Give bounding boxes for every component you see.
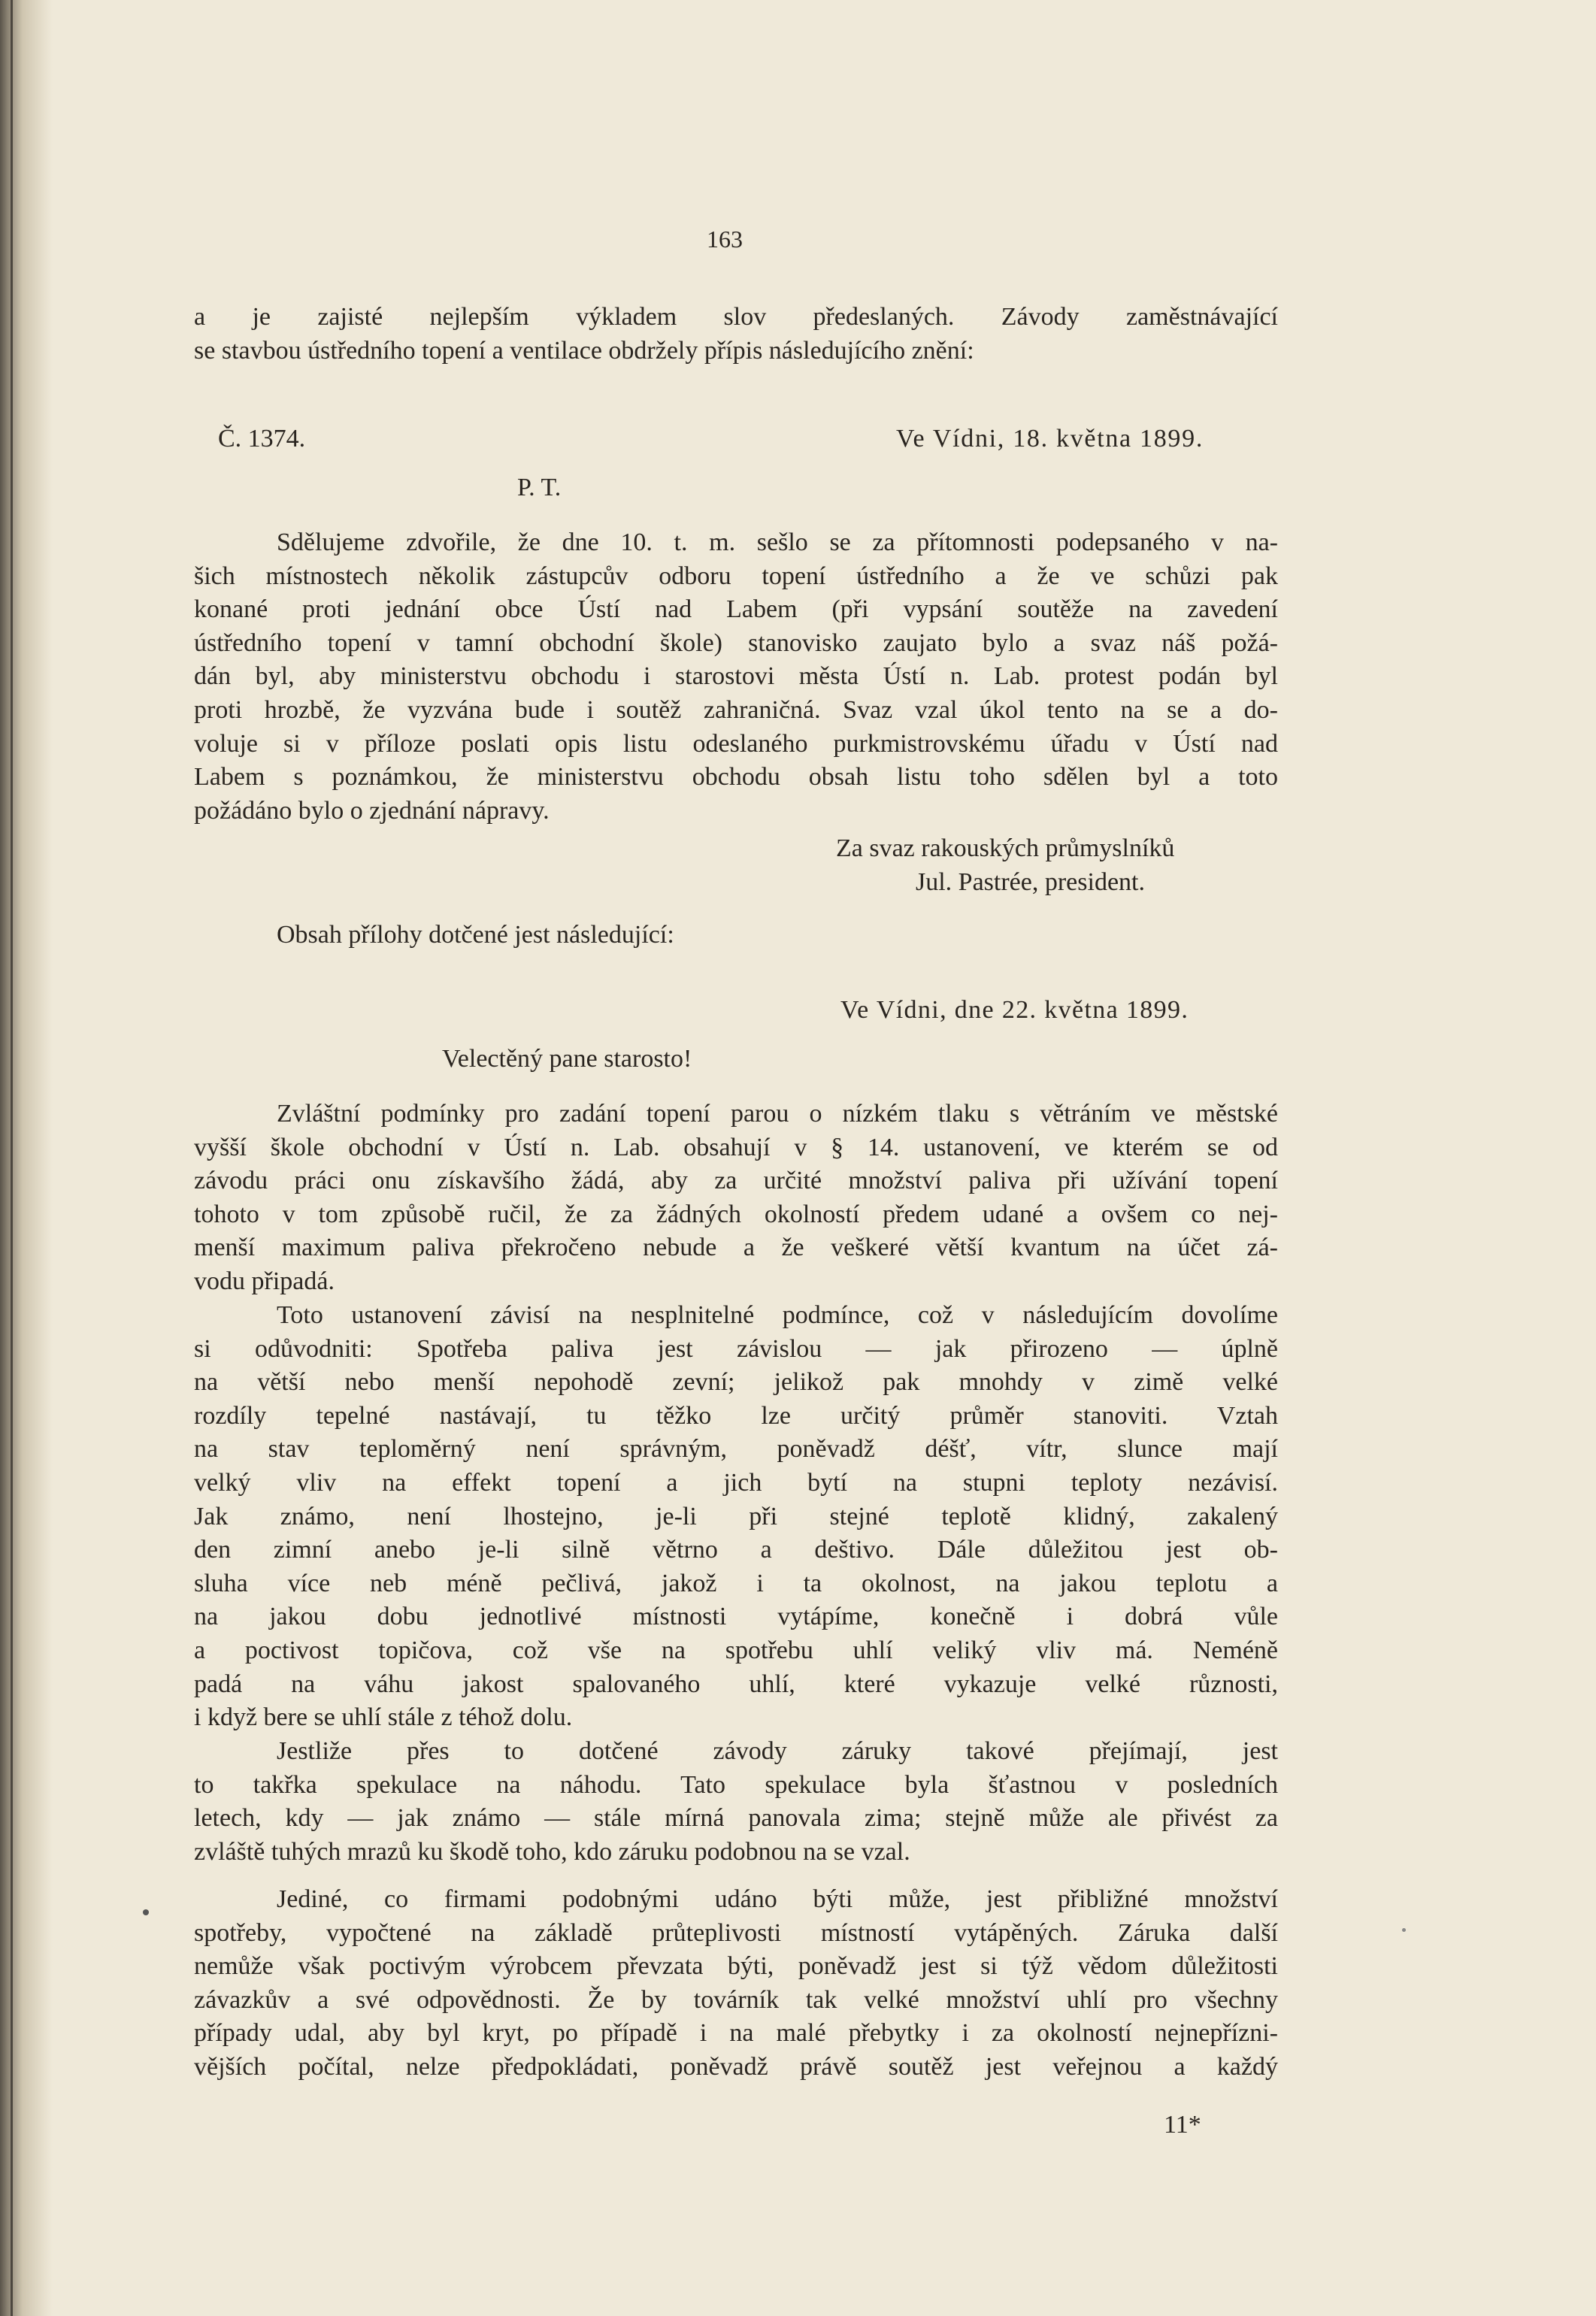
text-line: závazkův a své odpovědnosti. Že by továrník tak velké množství uhlí pro všechny	[194, 1985, 1278, 2014]
text-line: vodu připadá.	[194, 1267, 335, 1295]
text-line: se stavbou ústředního topení a ventilace obdržely přípis následujícího znění:	[194, 336, 974, 365]
text-line: ústředního topení v tamní obchodní škole) stanovisko zaujato bylo a svaz náš požá-	[194, 628, 1278, 657]
text-line: proti hrozbě, že vyzvána bude i soutěž zahraničná. Svaz vzal úkol tento na se a do-	[194, 695, 1278, 724]
text-line: padá na váhu jakost spalovaného uhlí, které vykazuje velké různosti,	[194, 1670, 1278, 1698]
signature-organization: Za svaz rakouských průmyslníků	[836, 834, 1175, 862]
text-line: velký vliv na effekt topení a jich bytí na stupni teploty nezávisí.	[194, 1468, 1278, 1497]
text-line: voluje si v příloze poslati opis listu odeslaného purkmistrovskému úřadu v Ústí nad	[194, 729, 1278, 758]
text-line: Labem s poznámkou, že ministerstvu obchodu obsah listu toho sdělen byl a toto	[194, 763, 1278, 792]
letter2-salutation: Velectěný pane starosto!	[442, 1045, 692, 1073]
signature-name: Jul. Pastrée, president.	[916, 868, 1145, 896]
text-line: letech, kdy — jak známo — stále mírná panovala zima; stejně může ale přivést za	[194, 1804, 1278, 1833]
letter2-paragraph-3	[194, 1735, 1278, 1869]
intro-paragraph	[194, 301, 1278, 368]
text-line: vějších počítal, nelze předpokládati, poněvadž právě soutěž jest veřejnou a každý	[194, 2052, 1278, 2081]
text-line: Sdělujeme zdvořile, že dne 10. t. m. sešlo se za přítomnosti podepsaného v na-	[277, 528, 1278, 556]
text-line: Jestliže přes to dotčené závody záruky takové přejímají, jest	[277, 1737, 1278, 1765]
text-line: si odůvodniti: Spotřeba paliva jest závislou — jak přirozeno — úplně	[194, 1334, 1278, 1363]
text-line: den zimní anebo je-li silně větrno a deštivo. Dále důležitou jest ob-	[194, 1536, 1278, 1564]
letter2-place-date: Ve Vídni, dne 22. května 1899.	[840, 996, 1189, 1024]
text-line: a poctivost topičova, což vše na spotřebu uhlí veliký vliv má. Neméně	[194, 1636, 1278, 1664]
letter-place-date: Ve Vídni, 18. května 1899.	[896, 425, 1204, 453]
text-line: nemůže však poctivým výrobcem převzata býti, poněvadž jest si týž vědom důležitosti	[194, 1952, 1278, 1981]
letter2-paragraph-2	[194, 1299, 1278, 1735]
letter1-body	[194, 526, 1278, 828]
text-line: sluha více neb méně pečlivá, jakož i ta okolnost, na jakou teplotu a	[194, 1569, 1278, 1597]
text-line: Jediné, co firmami podobnými udáno býti může, jest přibližné množství	[277, 1885, 1278, 1913]
text-line: závodu práci onu získavšího žádá, aby za určité množství paliva při užívání topení	[194, 1167, 1278, 1195]
text-line: to takřka spekulace na náhodu. Tato spekulace byla šťastnou v posledních	[194, 1770, 1278, 1799]
text-line: dán byl, aby ministerstvu obchodu i starostovi města Ústí n. Lab. protest podán byl	[194, 662, 1278, 691]
margin-speck	[143, 1909, 149, 1915]
text-line: Jak známo, není lhostejno, je-li při stejné teplotě klidný, zakalený	[194, 1502, 1278, 1530]
text-line: Toto ustanovení závisí na nesplnitelné podmínce, což v následujícím dovolíme	[277, 1301, 1278, 1329]
text-line: zvláště tuhých mrazů ku škodě toho, kdo záruku podobnou na se vzal.	[194, 1837, 910, 1866]
text-line: požádáno bylo o zjednání nápravy.	[194, 796, 550, 825]
letter2-paragraph-1	[194, 1097, 1278, 1299]
text-line: spotřeby, vypočtené na základě průteplivosti místností vytápěných. Záruka další	[194, 1918, 1278, 1947]
text-line: a je zajisté nejlepším výkladem slov předeslaných. Závody zaměstnávající	[194, 303, 1278, 331]
text-line: na stav teploměrný není správným, poněvadž déšť, vítr, slunce mají	[194, 1435, 1278, 1464]
annex-intro: Obsah přílohy dotčené jest následující:	[277, 921, 674, 949]
binding-line	[11, 0, 13, 2316]
text-line: šich místnostech několik zástupcův odboru topení ústředního a že ve schůzi pak	[194, 562, 1278, 590]
text-line: tohoto v tom způsobě ručil, že za žádných okolností předem udané a ovšem co nej-	[194, 1200, 1278, 1228]
text-line: i když bere se uhlí stále z téhož dolu.	[194, 1703, 573, 1732]
signature-mark: 11*	[1164, 2111, 1201, 2139]
text-line: Zvláštní podmínky pro zadání topení parou o nízkém tlaku s větráním ve městské	[277, 1100, 1278, 1128]
text-line: na větší nebo menší nepohodě zevní; jelikož pak mnohdy v zimě velké	[194, 1368, 1278, 1397]
letter-reference-number: Č. 1374.	[218, 425, 306, 453]
text-line: rozdíly tepelné nastávají, tu těžko lze určitý průměr stanoviti. Vztah	[194, 1401, 1278, 1430]
margin-speck	[1402, 1928, 1406, 1932]
text-line: konané proti jednání obce Ústí nad Labem (při vypsání soutěže na zavedení	[194, 595, 1278, 624]
text-line: vyšší škole obchodní v Ústí n. Lab. obsahují v § 14. ustanovení, ve kterém se od	[194, 1133, 1278, 1161]
text-line: menší maximum paliva překročeno nebude a že veškeré větší kvantum na účet zá-	[194, 1234, 1278, 1262]
text-line: případy udal, aby byl kryt, po případě i na malé přebytky i za okolností nejnepřízni-	[194, 2019, 1278, 2048]
page-number: 163	[707, 226, 743, 253]
letter-salutation: P. T.	[517, 474, 562, 501]
letter2-paragraph-4	[194, 1883, 1278, 2084]
book-spine-shadow	[0, 0, 53, 2316]
text-line: na jakou dobu jednotlivé místnosti vytápíme, konečně i dobrá vůle	[194, 1603, 1278, 1631]
